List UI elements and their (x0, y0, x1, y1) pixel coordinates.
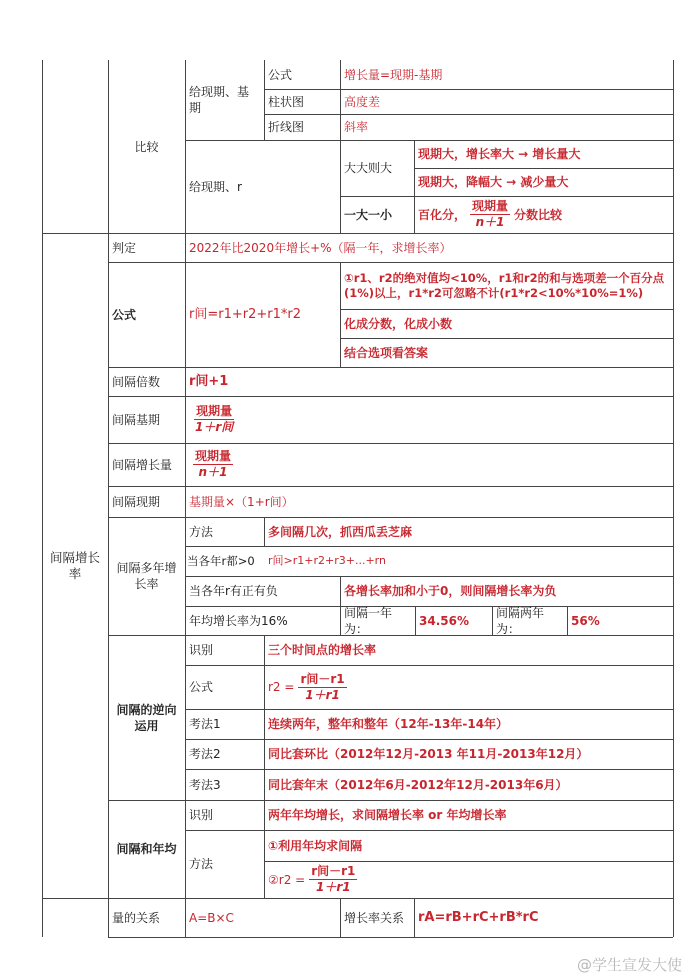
avg-numerator: r间－r1 (311, 864, 356, 878)
growth-numerator: 现期量 (195, 449, 232, 463)
percent-suffix: 分数比较 (514, 207, 563, 222)
reverse-title: 间隔的逆向运用 (116, 702, 177, 733)
base-denominator: 1＋r间 (195, 420, 234, 434)
reverse-formula-value (264, 665, 673, 709)
percent-prefix: 百化分， (418, 207, 467, 222)
exam1-label: 考法1 (189, 717, 221, 731)
judge-label: 判定 (112, 240, 137, 255)
growth-fraction (193, 449, 233, 480)
exam3-label: 考法3 (189, 777, 221, 792)
bar-chart-label: 柱状图 (268, 94, 305, 109)
reverse-formula-label: 公式 (189, 680, 214, 694)
grid-line (108, 937, 673, 938)
quantity-relation-label: 量的关系 (112, 910, 161, 925)
avg-method-1: ①利用年均求间隔 (268, 838, 363, 853)
compare-title: 比较 (134, 139, 159, 154)
interval-multiple-label: 间隔倍数 (112, 374, 161, 389)
formula-note-1: ①r1、r2的绝对值均<10%，r1和r2的和与选项差一个百分点(1%)以上，r1*r2可忽略不计(r1*r2<10%*10%=1%) (344, 270, 665, 300)
fraction-current-over-n1 (470, 199, 510, 230)
quantity-relation-value: A=B×C (189, 910, 234, 925)
given-current-base-label: 给现期、基期 (189, 85, 250, 115)
avg-identify-value: 两年年均增长，求间隔增长率 or 年均增长率 (268, 808, 507, 822)
line-chart-value: 斜率 (344, 120, 369, 134)
exam2-value: 同比套环比（2012年12月-2013 年11月-2013年12月） (268, 747, 589, 761)
compare-formula-label: 公式 (268, 67, 293, 82)
reverse-identify-label: 识别 (189, 643, 214, 657)
multi-method-label: 方法 (189, 524, 214, 539)
big-row-growth: 现期大，增长率大 → 增长量大 (418, 147, 581, 161)
one-big-one-small-label: 一大一小 (344, 207, 393, 222)
two-year-value: 56% (571, 613, 600, 628)
fraction-numerator: 现期量 (472, 199, 509, 213)
line-chart-label: 折线图 (268, 120, 305, 134)
reverse-denominator: 1＋r1 (305, 687, 340, 702)
bar-chart-value: 高度差 (344, 94, 381, 109)
avg-denominator: 1＋r1 (315, 880, 351, 894)
interval-growth-value (185, 443, 673, 486)
interval-title: 间隔增长率 (49, 549, 100, 581)
base-fraction (193, 404, 235, 435)
interval-formula-main: r间=r1+r2+r1*r2 (189, 306, 301, 322)
interval-multiple-value: r间+1 (189, 373, 229, 389)
mixed-sign-label: 当各年r有正有负 (189, 584, 278, 598)
exam3-value: 同比套年末（2012年6月-2012年12月-2013年6月） (268, 777, 568, 792)
avg-identify-label: 识别 (189, 808, 214, 822)
one-year-label: 间隔一年为： (344, 606, 393, 635)
watermark: @学生宣发大使 (576, 956, 682, 974)
all-positive-label: 当各年r都>0 (187, 554, 255, 568)
exam2-label: 考法2 (189, 747, 221, 761)
base-numerator: 现期量 (196, 404, 233, 418)
avg-growth-16-label: 年均增长率为16% (189, 613, 288, 628)
avg-method2-lhs: ②r2 = (268, 872, 306, 887)
reverse-identify-value: 三个时间点的增长率 (268, 643, 377, 657)
all-positive-value: r间>r1+r2+r3+...+rn (268, 554, 386, 567)
avg-title: 间隔和年均 (116, 842, 177, 856)
compare-formula-value: 增长量=现期-基期 (344, 67, 443, 82)
exam1-value: 连续两年，整年和整年（12年-13年-14年） (268, 717, 509, 731)
mixed-sign-value: 各增长率加和小于0，则间隔增长率为负 (344, 584, 557, 598)
avg-fraction (309, 864, 357, 895)
reverse-numerator: r间－r1 (300, 671, 345, 686)
reverse-formula-lhs: r2 = (268, 680, 295, 694)
multi-method-value: 多间隔几次，抓西瓜丢芝麻 (268, 524, 413, 539)
growth-denominator: n＋1 (198, 465, 228, 479)
big-big-label: 大大则大 (344, 161, 393, 175)
given-current-r-label: 给现期、r (189, 179, 242, 194)
multi-year-title: 间隔多年增长率 (116, 561, 177, 591)
reverse-fraction (298, 672, 346, 703)
interval-base-label: 间隔基期 (112, 412, 161, 427)
growth-relation-label: 增长率关系 (344, 910, 405, 925)
avg-method-2 (264, 861, 673, 898)
interval-growth-label: 间隔增长量 (112, 457, 173, 472)
big-row-decline: 现期大，降幅大 → 减少量大 (418, 175, 569, 189)
formula-note-3: 结合选项看答案 (344, 345, 429, 360)
percent-to-fraction (414, 196, 673, 233)
interval-current-label: 间隔现期 (112, 494, 161, 509)
avg-method-label: 方法 (189, 857, 214, 871)
judge-value: 2022年比2020年增长+%（隔一年，求增长率） (189, 240, 452, 255)
two-year-label: 间隔两年为： (496, 606, 545, 635)
grid-line (673, 60, 674, 937)
interval-formula-label: 公式 (112, 307, 137, 322)
fraction-denominator: n＋1 (475, 215, 505, 229)
formula-note-2: 化成分数，化成小数 (344, 316, 453, 331)
one-year-value: 34.56% (419, 613, 469, 628)
growth-relation-value: rA=rB+rC+rB*rC (418, 909, 539, 925)
interval-base-value (185, 396, 673, 443)
interval-current-value: 基期量×（1+r间） (189, 494, 294, 509)
